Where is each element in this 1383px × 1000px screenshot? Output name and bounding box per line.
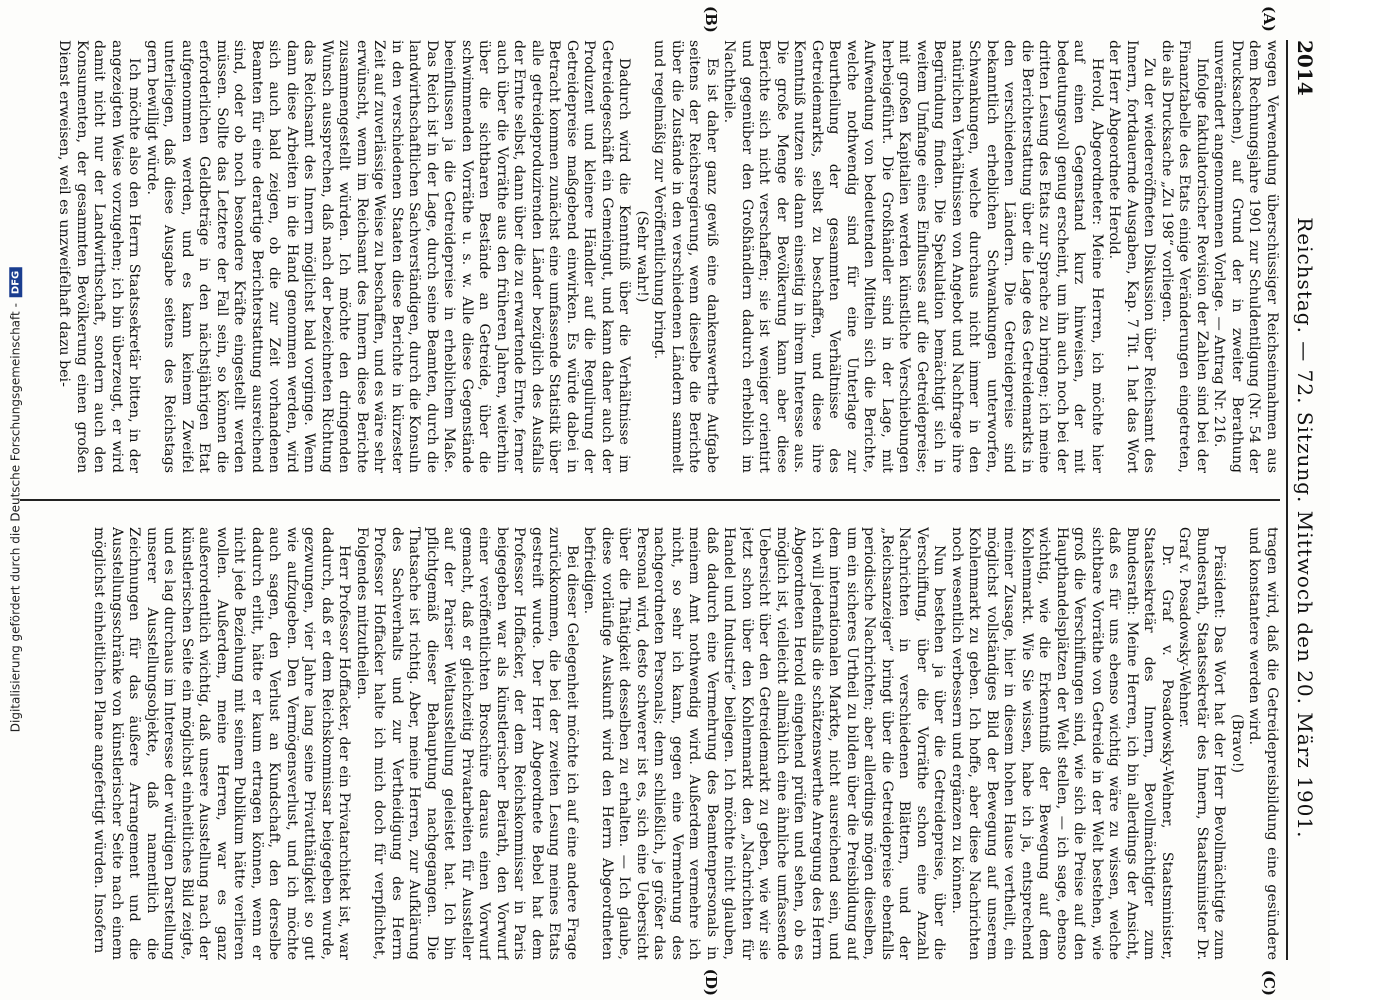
paragraph: Es ist daher ganz gewiß eine dankenswerthe Aufgabe seitens der Reichsregierung, wenn dieselbe die Berichte über die Zustände in den verschiedenen Ländern sammelt und regelmäßig zur Veröffentlichung bringt. [651,40,720,473]
paragraph: Präsident: Das Wort hat der Herr Bevollmächtigte zum Bundesrath, Staatssekretär des Innern, Staatsminister Dr. Graf v. Posadowsky-Wehner. [1176,527,1228,960]
interjection: (Bravo!) [1229,714,1245,773]
credit-text: Digitalisierung gefördert durch die Deutsche Forschungsgemeinschaft - [8,303,22,733]
paragraph: Herold, Abgeordneter: Meine Herren, ich möchte hier auf einen Gegenstand kurz hinweisen, der mit bedeutungsvoll genug erscheint, um ihn auch noch bei der dritten Lesung des Etats zur Sprache zu bringen; ich meine die Berichterstattung über die Lage des Getreidemarkts in den verschiedenen Ländern. Die Getreidepreise sind bekanntlich erheblichen Schwankungen unterworfen, Schwankungen, welche durchaus nicht immer in den natürlichen Verhältnissen von Angebot und Nachfrage ihre Begründung finden. Die Spekulation bemächtigt sich in weitem Umfange eines Einflusses auf die Getreidepreise; mit großen Kapitalien werden künstliche Verschiebungen herbeigeführt. Die Großhändler sind in der Lage, mit Aufwendung von bedeutenden Mitteln sich die Berichte, welche nothwendig sind für eine Unterlage zur Beurtheilung der gesammten Verhältnisse des Getreidemarkts, selbst zu beschaffen, und diese ihre Kenntniß nutzen sie dann einseitig in ihrem Interesse aus. Die große Menge der Bevölkerung kann aber diese Berichte sich nicht verschaffen; sie ist weniger orientirt und gegenüber den Großhändlern dadurch erheblich im Nachtheile. [721,40,1105,473]
text-columns [20,40,1280,960]
paragraph: Bei dieser Gelegenheit möchte ich auf eine andere Frage zurückkommen, die bei der zweiten Lesung meines Etats gestreift wurde. Der Herr Abgeordnete Bebel hat dem Professor Hoffacker, der dem Reichskommissar in Paris beigegeben war als künstlerischer Beirath, den Vorwurf einer veröffentlichten Broschüre daraus einen Vorwurf gemacht, daß er gleichzeitig Privatarbeiten für Aussteller auf der Pariser Weltausstellung geleistet hat. Ich bin pflichtgemäß dieser Behauptung nachgegangen. Die Thatsache ist richtig. Aber, meine Herren, zur Aufklärung des Sachverhalts und zur Vertheidigung des Herrn Professor Hoffacker halte ich mich doch für verpflichtet, Folgendes mitzutheilen. [354,527,580,960]
interjection: (Sehr wahr!) [634,210,650,303]
paragraph: Dadurch wird die Kenntniß über die Verhältnisse im Getreidegeschäft ein Gemeingut, und kann daher auch der Produzent und kleinere Händler auf die Regulirung der Getreidepreise maßgebend einwirken. Es würde dabei in Betracht kommen zunächst eine umfassende Statistik über alle getreideproduzirenden Länder bezüglich des Ausfalls der Ernte selbst, dann über die zu erwartende Ernte, ferner auch über die Vorräthe aus den früheren Jahren, weiterhin über die sichtbaren Bestände an Getreide, über die schwimmenden Vorräthe u. s. w. Alle diese Gegenstände beeinflussen ja die Getreidepreise in erheblichem Maße. Das Reich ist in der Lage, durch seine Beamten, durch die landwirthschaftlichen Sachverständigen, durch die Konsuln in den verschiedenen Staaten diese Berichte in kürzester Zeit auf zuverlässige Weise zu beschaffen, und es wäre sehr erwünscht, wenn im Reichsamt des Innern diese Berichte zusammengestellt würden. Ich möchte den dringenden Wunsch aussprechen, daß nach der bezeichneten Richtung das Reichsamt des Innern möglichst bald vorginge. Wenn dann diese Arbeiten in die Hand genommen werden, wird sich auch bald zeigen, ob die zur Zeit vorhandenen Beamten für eine derartige Berichterstattung ausreichend sind, oder ob noch besondere Kräfte eingestellt werden müssen. Sollte das Letztere der Fall sein, so können die erforderlichen Geldbeträge in den nächstjährigen Etat aufgenommen werden, und es kann keinem Zweifel unterliegen, daß diese Ausgabe seitens des Reichstags gern bewilligt würde. [144,40,633,473]
page-number: 2014 [1293,40,1317,96]
paragraph: Infolge faktulatorischer Revision der Zahlen sind bei der Finanztabelle des Etats einige Veränderungen eingetreten, die als Drucksache „Zu 198“ vorliegen. [1159,40,1210,473]
margin-marker-d: (D) [702,968,720,996]
paragraph: tragen wird, daß die Getreidepreisbildung eine gesündere und konstantere werden wird. [1246,527,1280,960]
digitization-credit [2,0,28,1000]
margin-marker-c: (C) [1260,969,1278,996]
dfg-logo: DFG [9,268,22,297]
page-header [1286,40,1322,960]
paragraph: Ich möchte also den Herrn Staatssekretär bitten, in der angezeigten Weise vorzugehen; ich bin überzeugt, er wird damit nicht nur der Landwirthschaft, sondern auch den Konsumenten, der gesammten Bevölkerung einen großen Dienst erweisen, weil es unzweifelhaft dazu bei- [56,40,143,473]
right-column [20,527,1280,960]
paragraph: Herr Professor Hoffacker, der ein Privatarchitekt ist, war dadurch, daß er dem Reichskommissar beigegeben wurde, gezwungen, vier Jahre lang seine Privatthätigkeit so gut wie aufzugeben. Den Vermögensverlust, und ich möchte auch sagen, den Verlust an Kundschaft, den derselbe dadurch erlitt, hätte er kaum ertragen können, wenn er nicht jede Beziehung mit seinem Publikum hätte verlieren wollen. Außerdem, meine Herren, war es ganz außerordentlich wichtig, daß unsere Ausstellung nach der künstlerischen Seite ein möglichst einheitliches Bild zeigte, und es lag durchaus im Interesse der würdigen Darstellung unserer Ausstellungsobjekte, daß namentlich die Zeichnungen für das äußere Arrangement und die Ausstellungsschränke von künstlerischer Seite nach einem möglichst einheitlichen Plane angefertigt würden. Insofern [91,527,353,960]
paragraph: Zu der wiedereröffneten Diskussion über Reichsamt des Innern, fortdauernde Ausgaben, Kap. 7 Tit. 1 hat das Wort der Herr Abgeordnete Herold. [1106,40,1158,473]
paragraph: Dr. Graf v. Posadowsky-Wehner, Staatsminister, Staatssekretär des Innern, Bevollmächtigter zum Bundesrath: Meine Herren, ich bin allerdings der Ansicht, daß es für uns ebenso wichtig wäre zu wissen, welche sichtbare Vorräthe von Getreide in der Welt bestehen, wie groß die Verschiffungen sind, wie sich die Preise auf den Haupthandelsplätzen der Welt stellen, — ich sage, ebenso wichtig, wie die Erkenntniß der Bewegung auf dem Kohlenmarkt. Wie Sie wissen, habe ich ja, entsprechend meiner Zusage, hier in diesem hohen Hause vertheilt, ein möglichst vollständiges Bild der Bewegung auf unserem Kohlenmarkt zu geben. Ich hoffe, aber diese Nachrichten noch wesentlich verbessern und ergänzen zu können. [949,527,1175,960]
margin-marker-b: (B) [702,6,720,33]
page-title: Reichstag. — 72. Sitzung. Mittwoch den 20. März 1901. [1293,217,1317,839]
paragraph: wegen Verwendung überschüssiger Reichseinnahmen aus dem Rechnungsjahre 1901 zur Schuldentilgung (Nr. 54 der Drucksachen), auf Grund der in zweiter Berathung unverändert angenommenen Vorlage. — Antrag Nr. 216. [1211,40,1280,473]
margin-marker-a: (A) [1260,6,1278,32]
left-column [20,40,1280,473]
paragraph: Nun bestehen ja über die Getreidepreise, über die Verschiffung, über die Vorräthe schon eine Anzahl Nachrichten in verschiedenen Blättern, und der „Reichsanzeiger“ bringt über die Getreidepreise ebenfalls periodische Nachrichten; aber allerdings mögen dieselben, um ein sicheres Urtheil zu bilden über die Preisbildung auf dem internationalen Markte, nicht ausreichend sein, und ich will jedenfalls die schätzenswerthe Anregung des Herrn Abgeordneten Herold eingehend prüfen und sehen, ob es möglich ist, vielleicht allmählich eine ähnliche umfassende Uebersicht über den Getreidemarkt zu geben, wie wir sie jetzt schon über den Kohlenmarkt den „Nachrichten für Handel und Industrie“ beilegen. Ich möchte nicht glauben, daß dadurch eine Vermehrung des Beamtenpersonals in meinem Amt nothwendig wird. Außerdem vermehre ich nicht, so sehr ich kann, gegen eine Vermehrung des nachgeordneten Personals; denn schließlich, je größer das Personal wird, desto schwerer ist es, sich eine Uebersicht über die Thätigkeit desselben zu erhalten. — Ich glaube, diese vorläufige Auskunft wird den Herrn Abgeordneten befriedigen. [581,527,948,960]
column-divider [20,499,1280,501]
